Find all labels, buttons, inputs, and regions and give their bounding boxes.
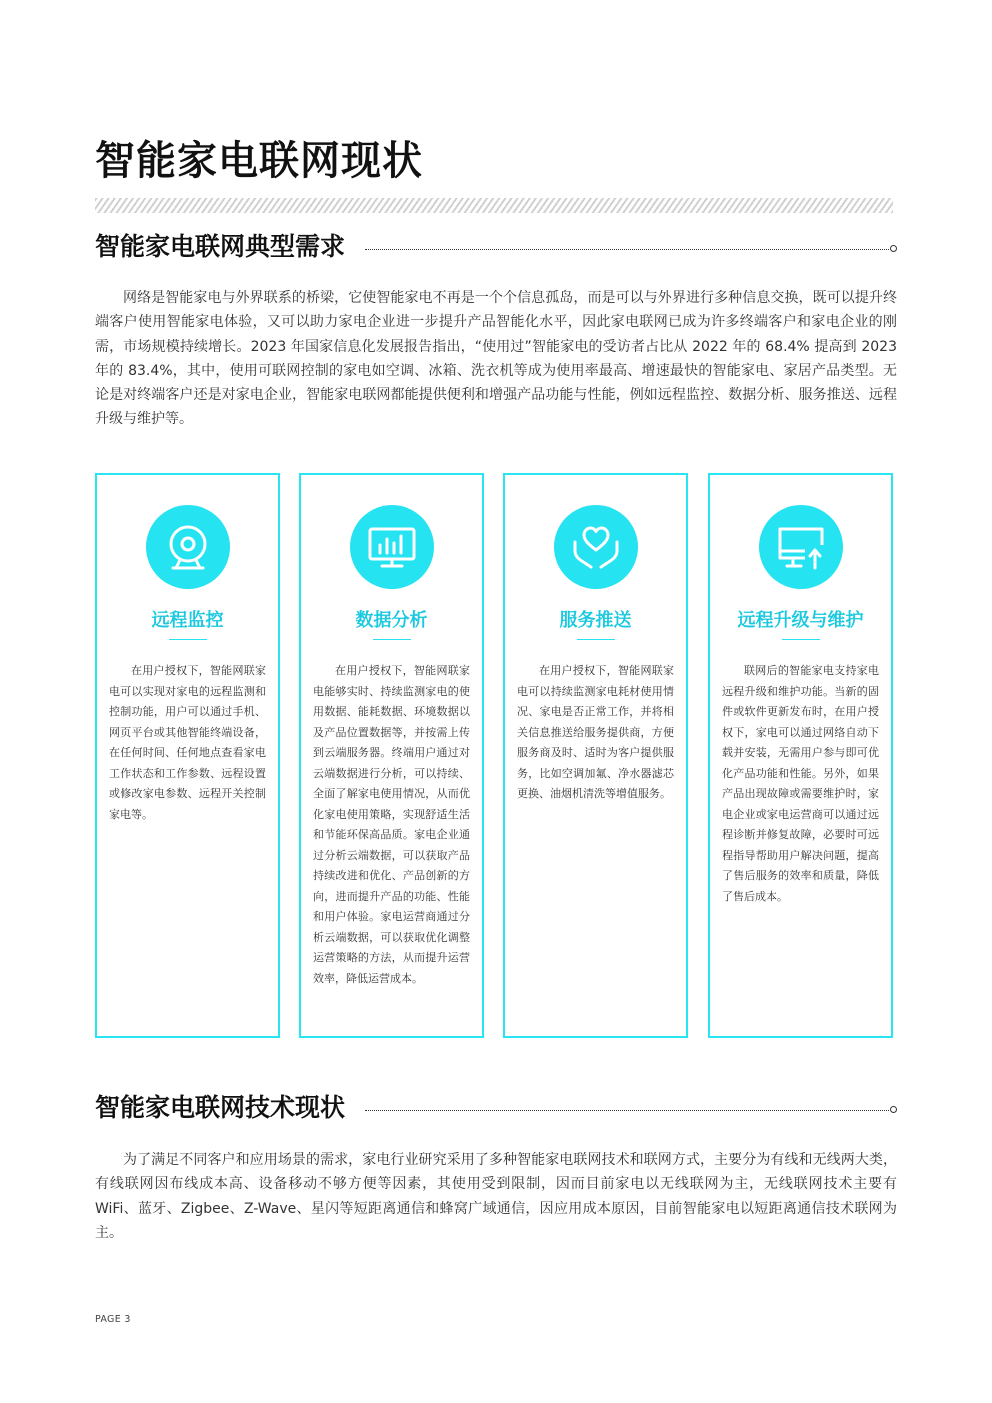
section-heading-requirements — [95, 229, 897, 265]
card-title: 远程监控 — [151, 610, 224, 631]
section-heading-technology — [95, 1090, 897, 1126]
card-text: 在用户授权下，智能网联家电能够实时、持续监测家电的使用数据、能耗数据、环境数据以及产品位置数据等，并按需上传到云端服务器。终端用户通过对云端数据进行分析，可以持续、全面了解家电使用情况，从而优化家电使用策略，实现舒适生活和节能环保高品质。家电企业通过分析云端数据，可以获取产品持续改进和优化、产品创新的方向，进而提升产品的功能、性能和用户体验。家电运营商通过分析云端数据，可以获取优化调整运营策略的方法，从而提升运营效率，降低运营成本。 — [313, 664, 470, 985]
technology-paragraph: 为了满足不同客户和应用场景的需求，家电行业研究采用了多种智能家电联网技术和联网方式，主要分为有线和无线两大类，有线联网因布线成本高、设备移动不够方便等因素，其使用受到限制，因而目前家电以无线联网为主，无线联网技术主要有 WiFi、蓝牙、Zigbee、Z-Wave、星闪等短距离通信和蜂窝广域通信，因应用成本原因，目前智能家电以短距离通信技术联网为主。 — [95, 1152, 897, 1241]
section-heading-text: 智能家电联网技术现状 — [95, 1093, 346, 1122]
card-data-analysis — [299, 473, 484, 1038]
page-number: PAGE 3 — [95, 1314, 131, 1325]
card-text: 联网后的智能家电支持家电远程升级和维护功能。当新的固件或软件更新发布时，在用户授权下，家电可以通过网络自动下载并安装，无需用户参与即可优化产品功能和性能。另外，如果产品出现故障或需要维护时，家电企业或家电运营商可以通过远程诊断并修复故障，必要时可远程指导帮助用户解决问题，提高了售后服务的效率和质量，降低了售后成本。 — [722, 664, 879, 903]
card-service-push — [503, 473, 688, 1038]
monitor-chart-icon — [350, 505, 434, 589]
monitor-upgrade-icon — [759, 505, 843, 589]
card-remote-monitoring — [95, 473, 280, 1038]
requirements-paragraph: 网络是智能家电与外界联系的桥梁，它使智能家电不再是一个个信息孤岛，而是可以与外界进行多种信息交换，既可以提升终端客户使用智能家电体验，又可以助力家电企业进一步提升产品智能化水平，因此家电联网已成为许多终端客户和家电企业的刚需，市场规模持续增长。2023 年国家信息化发展报告指出，“使用过”智能家电的受访者占比从 2022 年的 68.4% 提高到 2023 年的 83.4%，其中，使用可联网控制的家电如空调、冰箱、洗衣机等成为使用率最高、增速最快的智能家电、家居产品类型。无论是对终端客户还是对家电企业，智能家电联网都能提供便利和增强产品功能与性能，例如远程监控、数据分析、服务推送、远程升级与维护等。 — [95, 290, 897, 428]
card-title-underline — [782, 639, 820, 640]
dotted-rule — [365, 249, 889, 250]
page-title: 智能家电联网现状 — [95, 138, 423, 184]
dotted-rule — [365, 1110, 889, 1111]
card-title-underline — [577, 639, 615, 640]
webcam-icon — [146, 505, 230, 589]
rule-end-dot — [890, 245, 897, 252]
hatched-divider — [95, 198, 893, 213]
card-text: 在用户授权下，智能网联家电可以实现对家电的远程监测和控制功能，用户可以通过手机、网页平台或其他智能终端设备，在任何时间、任何地点查看家电工作状态和工作参数、远程设置或修改家电参数、远程开关控制家电等。 — [109, 664, 266, 821]
card-text: 在用户授权下，智能网联家电可以持续监测家电耗材使用情况、家电是否正常工作，并将相关信息推送给服务提供商，方便服务商及时、适时为客户提供服务，比如空调加氟、净水器滤芯更换、油烟机清洗等增值服务。 — [517, 664, 674, 800]
card-title: 数据分析 — [355, 610, 428, 631]
card-title-underline — [169, 639, 207, 640]
card-title-underline — [373, 639, 411, 640]
heart-hands-icon — [554, 505, 638, 589]
card-remote-upgrade — [708, 473, 893, 1038]
card-title: 服务推送 — [559, 610, 632, 631]
rule-end-dot — [890, 1106, 897, 1113]
section-heading-text: 智能家电联网典型需求 — [95, 232, 346, 261]
card-title: 远程升级与维护 — [737, 610, 864, 631]
